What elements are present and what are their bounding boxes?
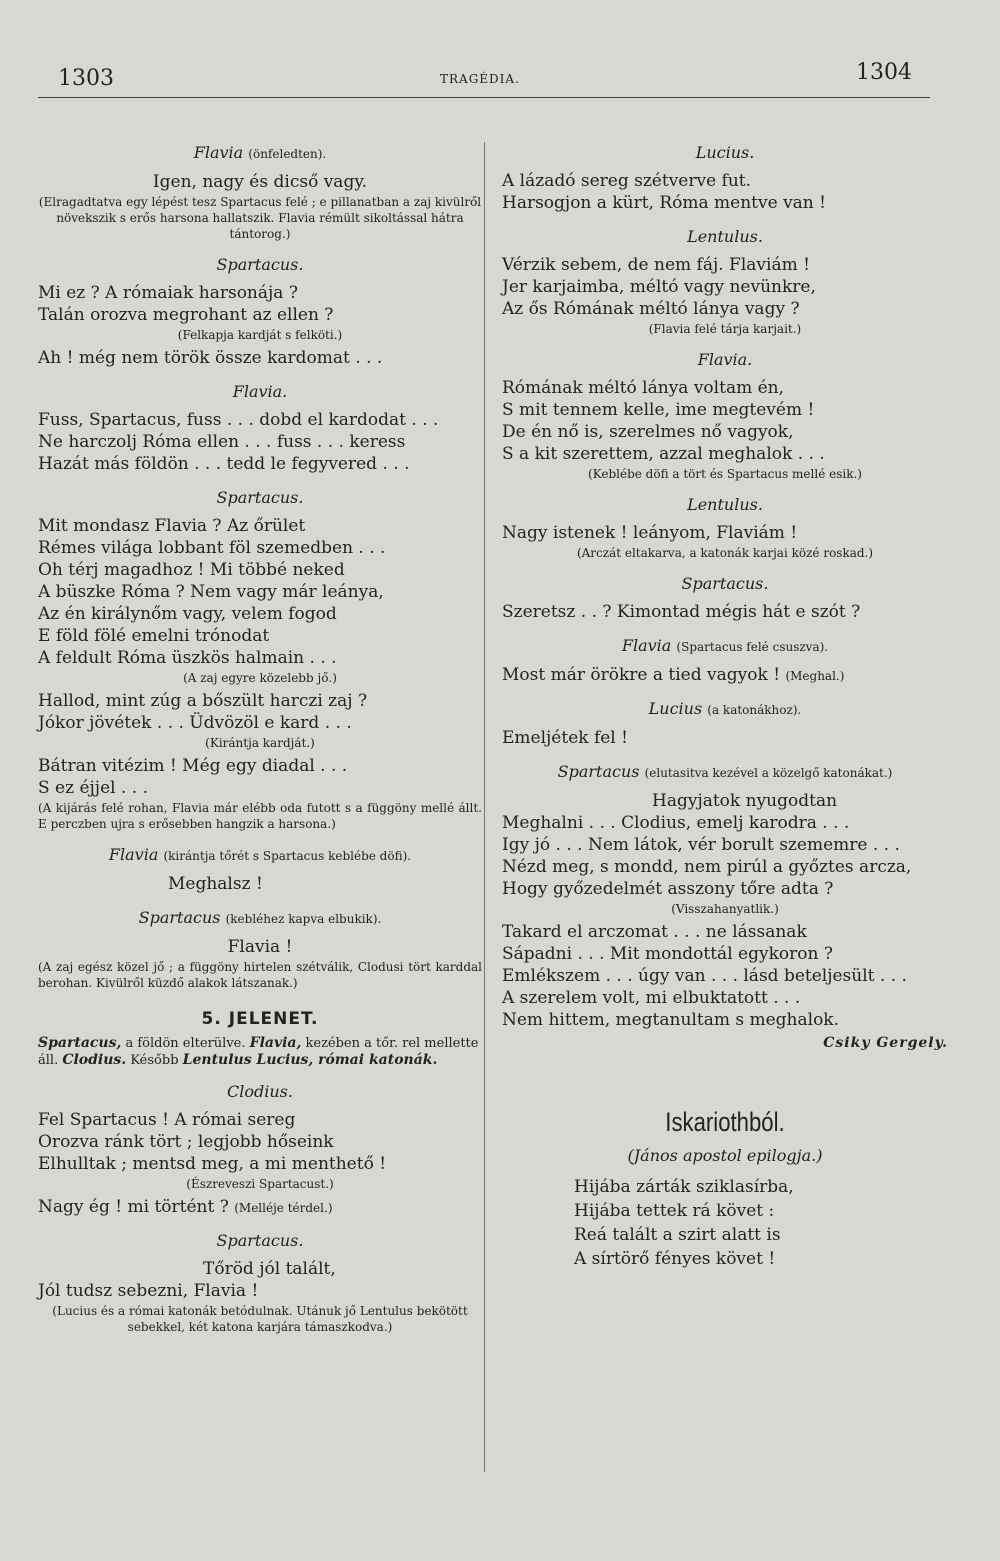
verse-line: Hagyjatok nyugodtan — [652, 791, 838, 811]
speaker-heading — [38, 844, 482, 867]
cast-name: Lentulus Lucius, római katonák. — [182, 1052, 438, 1068]
speaker-direction: (elutasitva kezével a közelgő katonákat.) — [644, 766, 893, 780]
verse-line: Talán orozva megrohant az ellen ? — [38, 305, 334, 325]
verse-line: Fuss, Spartacus, fuss . . . dobd el kardodat . . . — [38, 410, 439, 430]
verse-line: Fel Spartacus ! A római sereg — [38, 1110, 296, 1130]
column-divider — [484, 142, 485, 1472]
speaker-direction: (a katonákhoz). — [707, 703, 802, 717]
cast-text: kezében a tőr. rel mellette áll. — [38, 1036, 479, 1068]
speaker-name: Spartacus — [138, 908, 221, 927]
verse-line: Az ős Rómának méltó lánya vagy ? — [502, 299, 800, 319]
header-rule — [38, 97, 930, 98]
scene-heading: 5. JELENET. — [201, 1009, 319, 1029]
poem-subtitle: (János apostol epilogja.) — [627, 1146, 823, 1165]
speaker-name: Lucius — [648, 699, 703, 718]
poem-line: A sírtörő fényes követ ! — [574, 1249, 776, 1269]
speaker-name: Flavia — [193, 143, 244, 162]
speaker-heading — [38, 142, 482, 165]
verse-line: Jókor jövétek . . . Üdvözöl e kard . . . — [38, 713, 352, 733]
verse-line: Orozva ránk tört ; legjobb hőseink — [38, 1132, 334, 1152]
verse-line: A szerelem volt, mi elbuktatott . . . — [502, 988, 801, 1008]
scene-cast — [38, 1035, 482, 1069]
stage-direction: (Visszahanyatlik.) — [671, 902, 779, 916]
speaker-heading: Lentulus. — [687, 495, 763, 514]
verse-line: Harsogjon a kürt, Róma mentve van ! — [502, 193, 826, 213]
verse-line: Rémes világa lobbant föl szemedben . . . — [38, 538, 386, 558]
speaker-heading — [502, 761, 948, 784]
verse-line: Sápadni . . . Mit mondottál egykoron ? — [502, 944, 833, 964]
verse-line: Vérzik sebem, de nem fáj. Flaviám ! — [502, 255, 810, 275]
verse-line: Nézd meg, s mondd, nem pirúl a győztes arcza, — [502, 857, 912, 877]
verse-line: Meghalni . . . Clodius, emelj karodra . . . — [502, 813, 850, 833]
verse-line — [502, 664, 948, 686]
cast-text: a földön elterülve. — [121, 1036, 250, 1051]
stage-direction: (Kirántja kardját.) — [205, 736, 315, 750]
page-number-right: 1304 — [856, 60, 912, 85]
stage-direction: (Elragadtatva egy lépést tesz Spartacus felé ; e pillanatban a zaj kivülről növekszik s erős harsona hallatszik. Flavia rémült sikoltással hátra tántorog.) — [38, 195, 482, 241]
stage-direction: (Felkapja kardját s felköti.) — [177, 328, 343, 342]
stage-direction: (A zaj egyre közelebb jő.) — [183, 671, 337, 685]
verse-line: Mit mondasz Flavia ? Az őrület — [38, 516, 306, 536]
verse-line — [38, 1196, 482, 1218]
verse-line: Takard el arczomat . . . ne lássanak — [502, 922, 807, 942]
verse-line: Jól tudsz sebezni, Flavia ! — [38, 1281, 259, 1301]
speaker-heading — [502, 635, 948, 658]
verse-line: Bátran vitézim ! Még egy diadal . . . — [38, 756, 348, 776]
poem-line: Hijába tettek rá követ : — [574, 1201, 775, 1221]
verse-text: Most már örökre a tied vagyok ! — [502, 665, 781, 685]
verse-line: Tőröd jól talált, — [203, 1259, 336, 1279]
verse-line: Nagy istenek ! leányom, Flaviám ! — [502, 523, 798, 543]
cast-text: Később — [126, 1053, 183, 1068]
cast-name: Clodius. — [62, 1052, 127, 1068]
speaker-heading: Spartacus. — [216, 488, 304, 507]
stage-direction: (Arczát eltakarva, a katonák karjai közé roskad.) — [576, 546, 874, 560]
verse-line: Igen, nagy és dicső vagy. — [152, 172, 368, 192]
speaker-name: Flavia — [621, 636, 672, 655]
verse-line: Emlékszem . . . úgy van . . . lásd beteljesült . . . — [502, 966, 907, 986]
running-title: TRAGÉDIA. — [440, 72, 520, 86]
speaker-heading: Spartacus. — [216, 255, 304, 274]
speaker-direction: (kirántja tőrét s Spartacus keblébe döfi). — [163, 849, 412, 863]
verse-line: Szeretsz . . ? Kimontad mégis hát e szót ? — [502, 602, 861, 622]
speaker-direction: (kebléhez kapva elbukik). — [225, 912, 382, 926]
page-number-left: 1303 — [58, 66, 114, 91]
verse-line: S ez éjjel . . . — [38, 778, 148, 798]
page-header — [0, 0, 1000, 100]
verse-line: Elhulltak ; mentsd meg, a mi menthető ! — [38, 1154, 387, 1174]
verse-line: Nem hittem, megtanultam s meghalok. — [502, 1010, 840, 1030]
verse-line: S mit tennem kelle, ime megtevém ! — [502, 400, 815, 420]
author-signature: Csiky Gergely. — [823, 1035, 948, 1051]
stage-direction: (A zaj egész közel jő ; a függöny hirtelen szétválik, Clodusi tört karddal berohan. Kivülről küzdő alakok látszanak.) — [38, 960, 482, 990]
verse-line: A lázadó sereg szétverve fut. — [502, 171, 752, 191]
verse-line: Meghalsz ! — [168, 874, 263, 894]
verse-line: Ne harczolj Róma ellen . . . fuss . . . keress — [38, 432, 406, 452]
speaker-heading: Flavia. — [232, 382, 288, 401]
stage-direction: (Flavia felé tárja karjait.) — [648, 322, 802, 336]
poem-title: Iskariothból. — [665, 1107, 785, 1137]
verse-line: S a kit szerettem, azzal meghalok . . . — [502, 444, 825, 464]
speaker-heading: Clodius. — [227, 1082, 293, 1101]
speaker-direction: (önfeledten). — [248, 147, 327, 161]
stage-direction: (Keblébe döfi a tört és Spartacus mellé esik.) — [588, 467, 862, 481]
verse-text: Nagy ég ! mi történt ? — [38, 1197, 229, 1217]
speaker-heading — [38, 907, 482, 930]
poem-line: Reá talált a szirt alatt is — [574, 1225, 781, 1245]
cast-name: Spartacus, — [38, 1035, 122, 1051]
verse-line: Az én királynőm vagy, velem fogod — [38, 604, 337, 624]
verse-line: Igy jó . . . Nem látok, vér borult szememre . . . — [502, 835, 900, 855]
verse-line: Hogy győzedelmét asszony tőre adta ? — [502, 879, 834, 899]
right-column — [502, 142, 948, 1271]
speaker-heading: Spartacus. — [681, 574, 769, 593]
poem-line: Hijába zárták sziklasírba, — [574, 1177, 794, 1197]
speaker-heading: Lentulus. — [687, 227, 763, 246]
speaker-direction: (Spartacus felé csuszva). — [676, 640, 829, 654]
verse-line: Hazát más földön . . . tedd le fegyvered . . . — [38, 454, 410, 474]
poem-stanza — [502, 1175, 948, 1271]
verse-line: Flavia ! — [227, 937, 293, 957]
cast-name: Flavia, — [249, 1035, 302, 1051]
stage-direction: (Észreveszi Spartacust.) — [186, 1177, 334, 1191]
verse-line: Jer karjaimba, méltó vagy nevünkre, — [502, 277, 816, 297]
speaker-heading: Spartacus. — [216, 1231, 304, 1250]
speaker-name: Spartacus — [557, 762, 640, 781]
speaker-heading — [502, 698, 948, 721]
left-column — [38, 142, 482, 1339]
verse-line: Rómának méltó lánya voltam én, — [502, 378, 785, 398]
stage-direction: (Lucius és a római katonák betódulnak. Utánuk jő Lentulus bekötött sebekkel, két katona karjára támaszkodva.) — [52, 1304, 468, 1334]
speaker-heading: Flavia. — [697, 350, 753, 369]
verse-line: Mi ez ? A rómaiak harsonája ? — [38, 283, 298, 303]
verse-line: Emeljétek fel ! — [502, 728, 628, 748]
verse-line: A büszke Róma ? Nem vagy már leánya, — [38, 582, 384, 602]
inline-direction: (Melléje térdel.) — [234, 1201, 333, 1215]
stage-direction: (A kijárás felé rohan, Flavia már elébb oda futott s a függöny mellé állt. E perczben ujra s erősebben hangzik a harsona.) — [38, 801, 482, 831]
speaker-name: Flavia — [108, 845, 159, 864]
inline-direction: (Meghal.) — [785, 669, 845, 683]
verse-line: Ah ! még nem török össze kardomat . . . — [38, 348, 383, 368]
verse-line: A feldult Róma üszkös halmain . . . — [38, 648, 337, 668]
speaker-heading: Lucius. — [695, 143, 755, 162]
verse-line: Hallod, mint zúg a bőszült harczi zaj ? — [38, 691, 368, 711]
verse-line: E föld fölé emelni trónodat — [38, 626, 270, 646]
verse-line: Oh térj magadhoz ! Mi többé neked — [38, 560, 345, 580]
verse-line: De én nő is, szerelmes nő vagyok, — [502, 422, 794, 442]
